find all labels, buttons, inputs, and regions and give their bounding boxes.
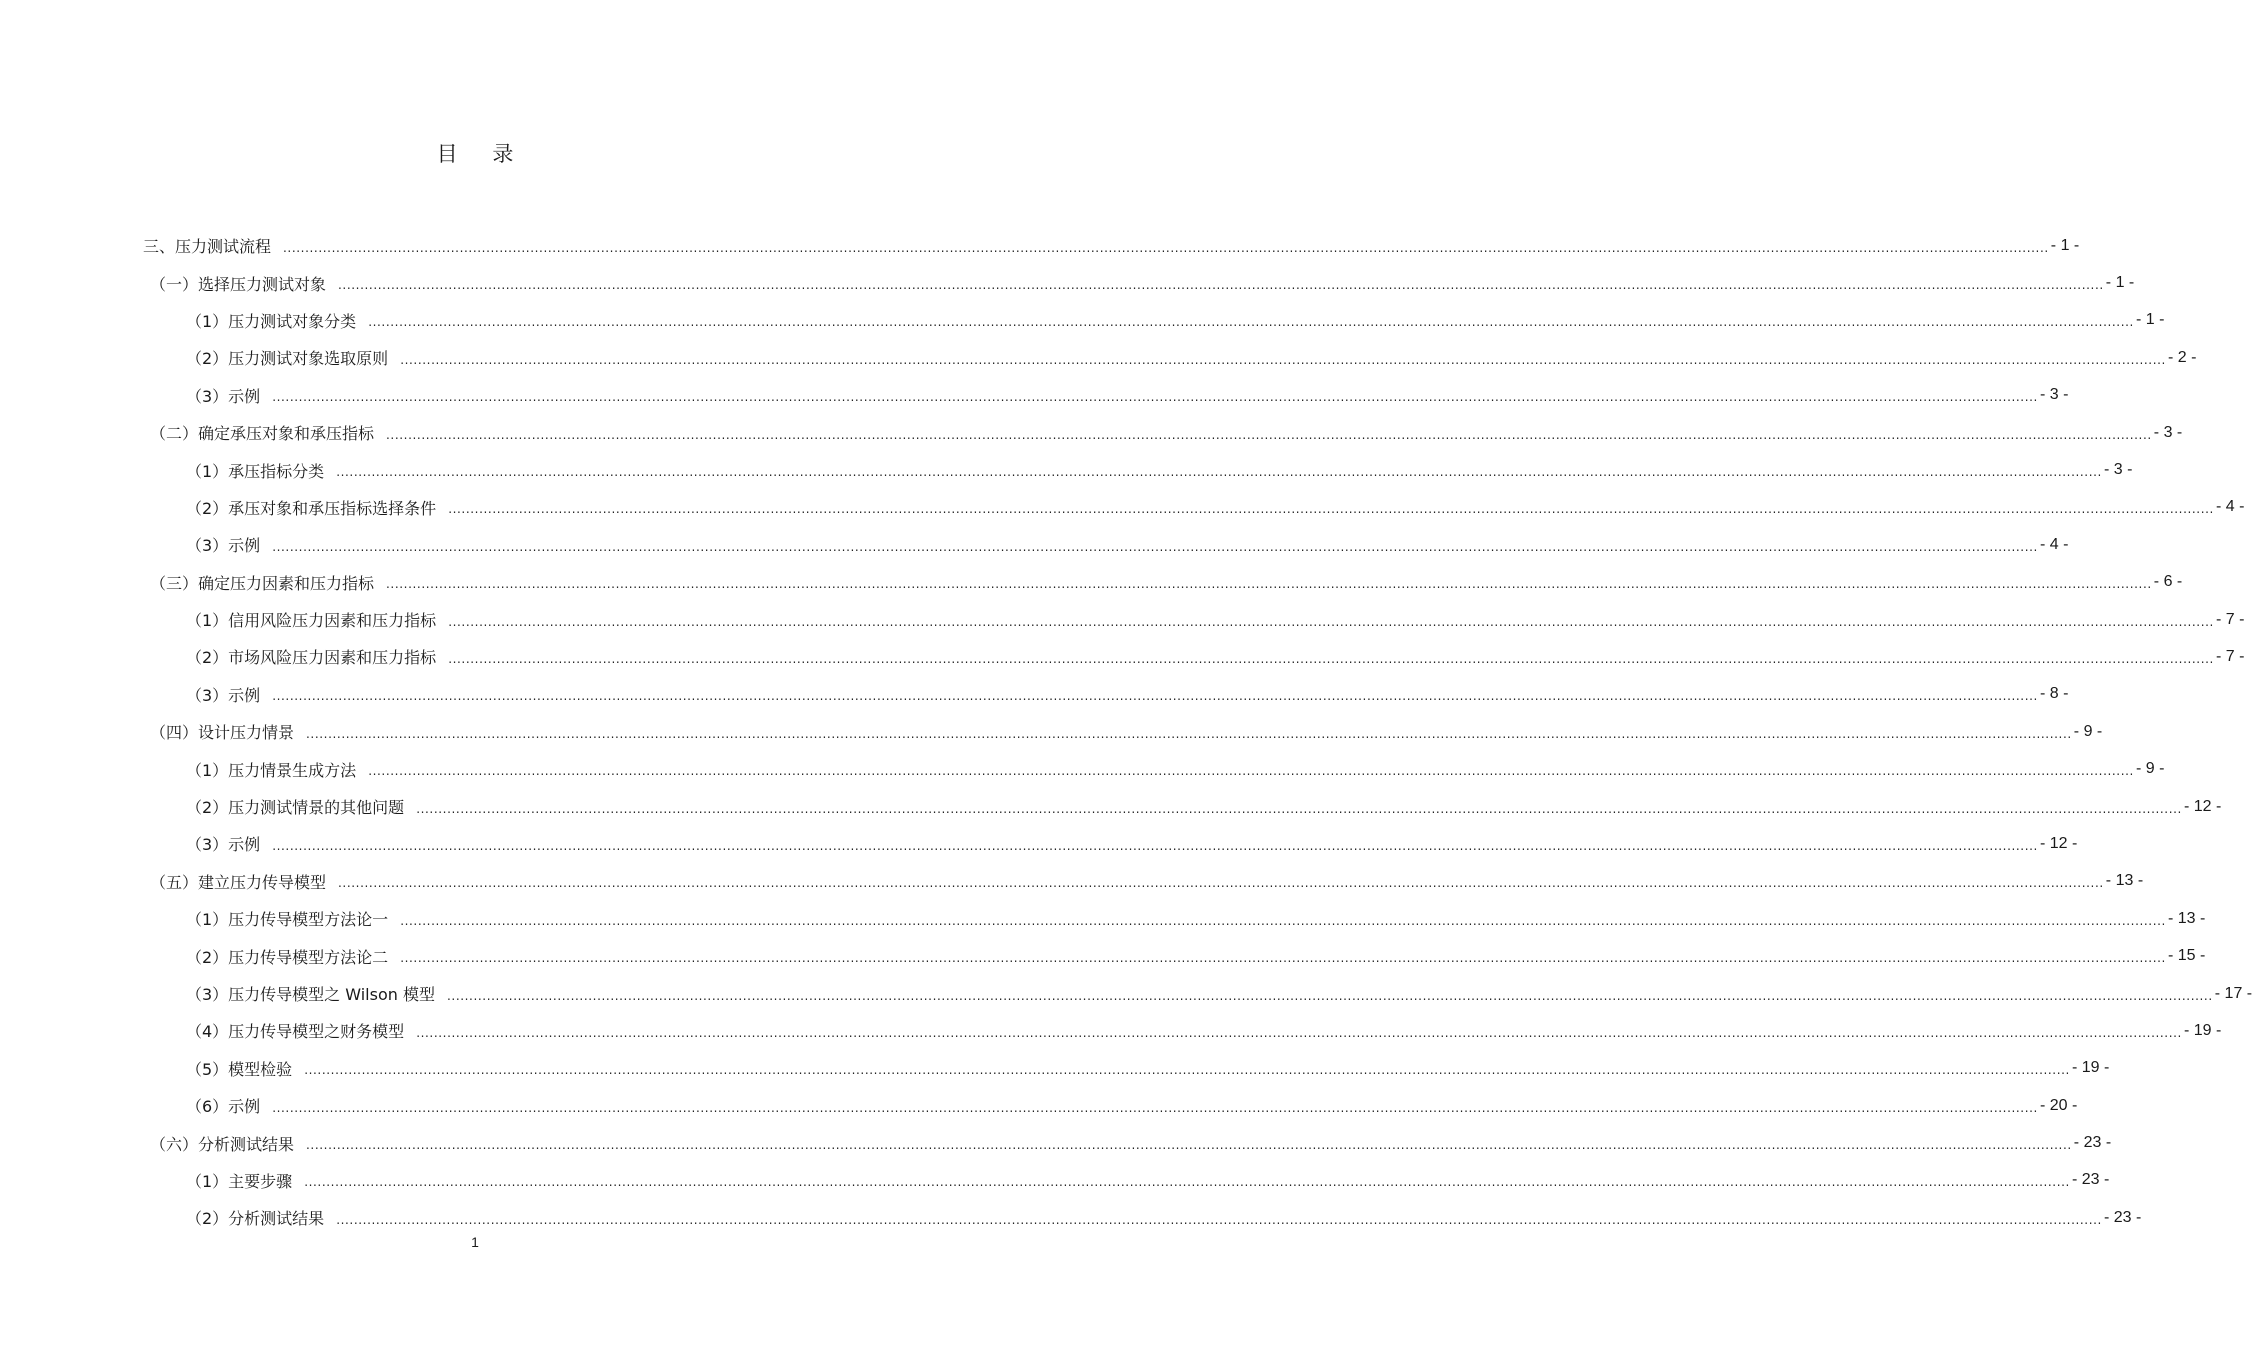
toc-entry-label: （1）承压指标分类: [186, 461, 325, 481]
toc-entry[interactable]: [0, 676, 2069, 713]
toc-entry-label: 三、压力测试流程: [143, 237, 272, 257]
toc-entry-label: （1）压力传导模型方法论一: [186, 910, 389, 930]
toc-leader-dots: ................................................................................................................................................................................................................................................................................................................................................................................................................: [448, 651, 2214, 666]
toc-leader-dots: ................................................................................................................................................................................................................................................................................................................................................................................................................: [386, 577, 2152, 592]
toc-entry[interactable]: [0, 975, 2253, 1012]
toc-entry[interactable]: [0, 302, 2165, 339]
toc-entry[interactable]: [0, 489, 2245, 526]
toc-leader-dots: ................................................................................................................................................................................................................................................................................................................................................................................................................: [272, 689, 2038, 704]
toc-entry[interactable]: [0, 1087, 2078, 1124]
toc-entry-label: （2）压力传导模型方法论二: [186, 947, 389, 967]
toc-entry[interactable]: [0, 377, 2069, 414]
toc-entry-label: （1）信用风险压力因素和压力指标: [186, 611, 437, 631]
toc-entry[interactable]: [0, 750, 2165, 787]
toc-entry-page: - 7 -: [2215, 647, 2245, 665]
toc-leader-dots: ................................................................................................................................................................................................................................................................................................................................................................................................................: [448, 502, 2214, 517]
toc-leader-dots: ................................................................................................................................................................................................................................................................................................................................................................................................................: [336, 1212, 2102, 1227]
toc-entry-page: - 3 -: [2039, 386, 2069, 404]
toc-entry-label: （6）示例: [186, 1097, 261, 1117]
toc-entry-label: （六）分析测试结果: [150, 1134, 295, 1154]
toc-entry-label: （五）建立压力传导模型: [150, 872, 327, 892]
toc-leader-dots: ................................................................................................................................................................................................................................................................................................................................................................................................................: [283, 240, 2049, 255]
toc-entry-label: （3）示例: [186, 685, 261, 705]
toc-entry[interactable]: [0, 788, 2222, 825]
toc-entry[interactable]: [0, 451, 2133, 488]
toc-entry-label: （4）压力传导模型之财务模型: [186, 1022, 405, 1042]
toc-entry-page: - 19 -: [2071, 1059, 2110, 1077]
toc-entry-page: - 1 -: [2050, 236, 2080, 254]
toc-entry-label: （2）分析测试结果: [186, 1209, 325, 1229]
toc-entry[interactable]: [0, 900, 2206, 937]
toc-entry-label: （1）压力情景生成方法: [186, 760, 357, 780]
toc-entry-label: （三）确定压力因素和压力指标: [150, 573, 375, 593]
toc-entry-label: （1）主要步骤: [186, 1171, 293, 1191]
toc-leader-dots: ................................................................................................................................................................................................................................................................................................................................................................................................................: [368, 764, 2134, 779]
toc-leader-dots: ................................................................................................................................................................................................................................................................................................................................................................................................................: [338, 278, 2104, 293]
toc-entry[interactable]: [0, 339, 2197, 376]
toc-leader-dots: ................................................................................................................................................................................................................................................................................................................................................................................................................: [416, 1025, 2182, 1040]
toc-entry[interactable]: [0, 1050, 2110, 1087]
toc-entry-label: （3）示例: [186, 835, 261, 855]
table-of-contents: [0, 227, 2253, 1237]
toc-entry[interactable]: [0, 1162, 2110, 1199]
toc-entry[interactable]: [0, 564, 2183, 601]
toc-leader-dots: ................................................................................................................................................................................................................................................................................................................................................................................................................: [272, 1100, 2038, 1115]
toc-leader-dots: ................................................................................................................................................................................................................................................................................................................................................................................................................: [338, 876, 2104, 891]
toc-entry[interactable]: [0, 264, 2135, 301]
toc-entry-page: - 12 -: [2039, 834, 2078, 852]
toc-entry-page: - 1 -: [2135, 311, 2165, 329]
toc-entry-page: - 19 -: [2183, 1021, 2222, 1039]
toc-entry-label: （四）设计压力情景: [150, 723, 295, 743]
toc-entry-label: （一）选择压力测试对象: [150, 274, 327, 294]
toc-leader-dots: ................................................................................................................................................................................................................................................................................................................................................................................................................: [446, 988, 2213, 1003]
toc-entry-page: - 3 -: [2153, 423, 2183, 441]
toc-entry-page: - 6 -: [2153, 573, 2183, 591]
toc-entry-label: （二）确定承压对象和承压指标: [150, 424, 375, 444]
toc-entry[interactable]: [0, 227, 2080, 264]
toc-entry-page: - 13 -: [2167, 909, 2206, 927]
toc-entry-page: - 23 -: [2073, 1134, 2112, 1152]
toc-leader-dots: ................................................................................................................................................................................................................................................................................................................................................................................................................: [400, 913, 2166, 928]
toc-entry-page: - 20 -: [2039, 1096, 2078, 1114]
toc-entry-page: - 4 -: [2039, 535, 2069, 553]
toc-entry-page: - 7 -: [2215, 610, 2245, 628]
toc-entry[interactable]: [0, 414, 2183, 451]
toc-leader-dots: ................................................................................................................................................................................................................................................................................................................................................................................................................: [400, 352, 2166, 367]
toc-entry-page: - 23 -: [2103, 1208, 2142, 1226]
toc-entry-label: （5）模型检验: [186, 1059, 293, 1079]
toc-entry-label: （1）压力测试对象分类: [186, 311, 357, 331]
toc-entry-page: - 1 -: [2105, 274, 2135, 292]
toc-leader-dots: ................................................................................................................................................................................................................................................................................................................................................................................................................: [400, 951, 2166, 966]
toc-entry-page: - 9 -: [2073, 722, 2103, 740]
toc-entry-page: - 4 -: [2215, 498, 2245, 516]
toc-entry-label: （2）压力测试对象选取原则: [186, 349, 389, 369]
toc-entry-page: - 3 -: [2103, 461, 2133, 479]
toc-leader-dots: ................................................................................................................................................................................................................................................................................................................................................................................................................: [304, 1175, 2070, 1190]
toc-entry[interactable]: [0, 638, 2245, 675]
toc-leader-dots: ................................................................................................................................................................................................................................................................................................................................................................................................................: [416, 801, 2182, 816]
toc-entry[interactable]: [0, 1199, 2142, 1236]
toc-leader-dots: ................................................................................................................................................................................................................................................................................................................................................................................................................: [336, 465, 2102, 480]
toc-leader-dots: ................................................................................................................................................................................................................................................................................................................................................................................................................: [304, 1063, 2070, 1078]
toc-leader-dots: ................................................................................................................................................................................................................................................................................................................................................................................................................: [386, 427, 2152, 442]
toc-entry-page: - 8 -: [2039, 685, 2069, 703]
toc-entry-label: （2）市场风险压力因素和压力指标: [186, 648, 437, 668]
toc-entry[interactable]: [0, 601, 2245, 638]
toc-leader-dots: ................................................................................................................................................................................................................................................................................................................................................................................................................: [272, 838, 2038, 853]
toc-entry-page: - 15 -: [2167, 947, 2206, 965]
toc-leader-dots: ................................................................................................................................................................................................................................................................................................................................................................................................................: [272, 539, 2038, 554]
toc-entry-page: - 9 -: [2135, 760, 2165, 778]
toc-entry-page: - 2 -: [2167, 348, 2197, 366]
page-number: 1: [471, 1234, 479, 1250]
toc-entry-label: （3）示例: [186, 536, 261, 556]
toc-entry[interactable]: [0, 526, 2069, 563]
page-title: 目 录: [436, 142, 528, 166]
toc-entry[interactable]: [0, 1012, 2222, 1049]
toc-leader-dots: ................................................................................................................................................................................................................................................................................................................................................................................................................: [306, 1138, 2072, 1153]
toc-leader-dots: ................................................................................................................................................................................................................................................................................................................................................................................................................: [448, 614, 2214, 629]
toc-entry[interactable]: [0, 1124, 2112, 1161]
toc-entry-page: - 12 -: [2183, 797, 2222, 815]
toc-entry-page: - 23 -: [2071, 1171, 2110, 1189]
toc-leader-dots: ................................................................................................................................................................................................................................................................................................................................................................................................................: [368, 315, 2134, 330]
toc-leader-dots: ................................................................................................................................................................................................................................................................................................................................................................................................................: [306, 726, 2072, 741]
toc-entry[interactable]: [0, 713, 2103, 750]
toc-entry-page: - 13 -: [2105, 872, 2144, 890]
toc-entry-label: （2）承压对象和承压指标选择条件: [186, 498, 437, 518]
toc-entry[interactable]: [0, 863, 2144, 900]
toc-entry-page: - 17 -: [2214, 984, 2253, 1002]
toc-entry-label: （3）压力传导模型之 Wilson 模型: [186, 985, 435, 1004]
toc-entry-label: （2）压力测试情景的其他问题: [186, 798, 405, 818]
toc-entry[interactable]: [0, 825, 2078, 862]
toc-leader-dots: ................................................................................................................................................................................................................................................................................................................................................................................................................: [272, 390, 2038, 405]
toc-entry-label: （3）示例: [186, 386, 261, 406]
toc-entry[interactable]: [0, 937, 2206, 974]
